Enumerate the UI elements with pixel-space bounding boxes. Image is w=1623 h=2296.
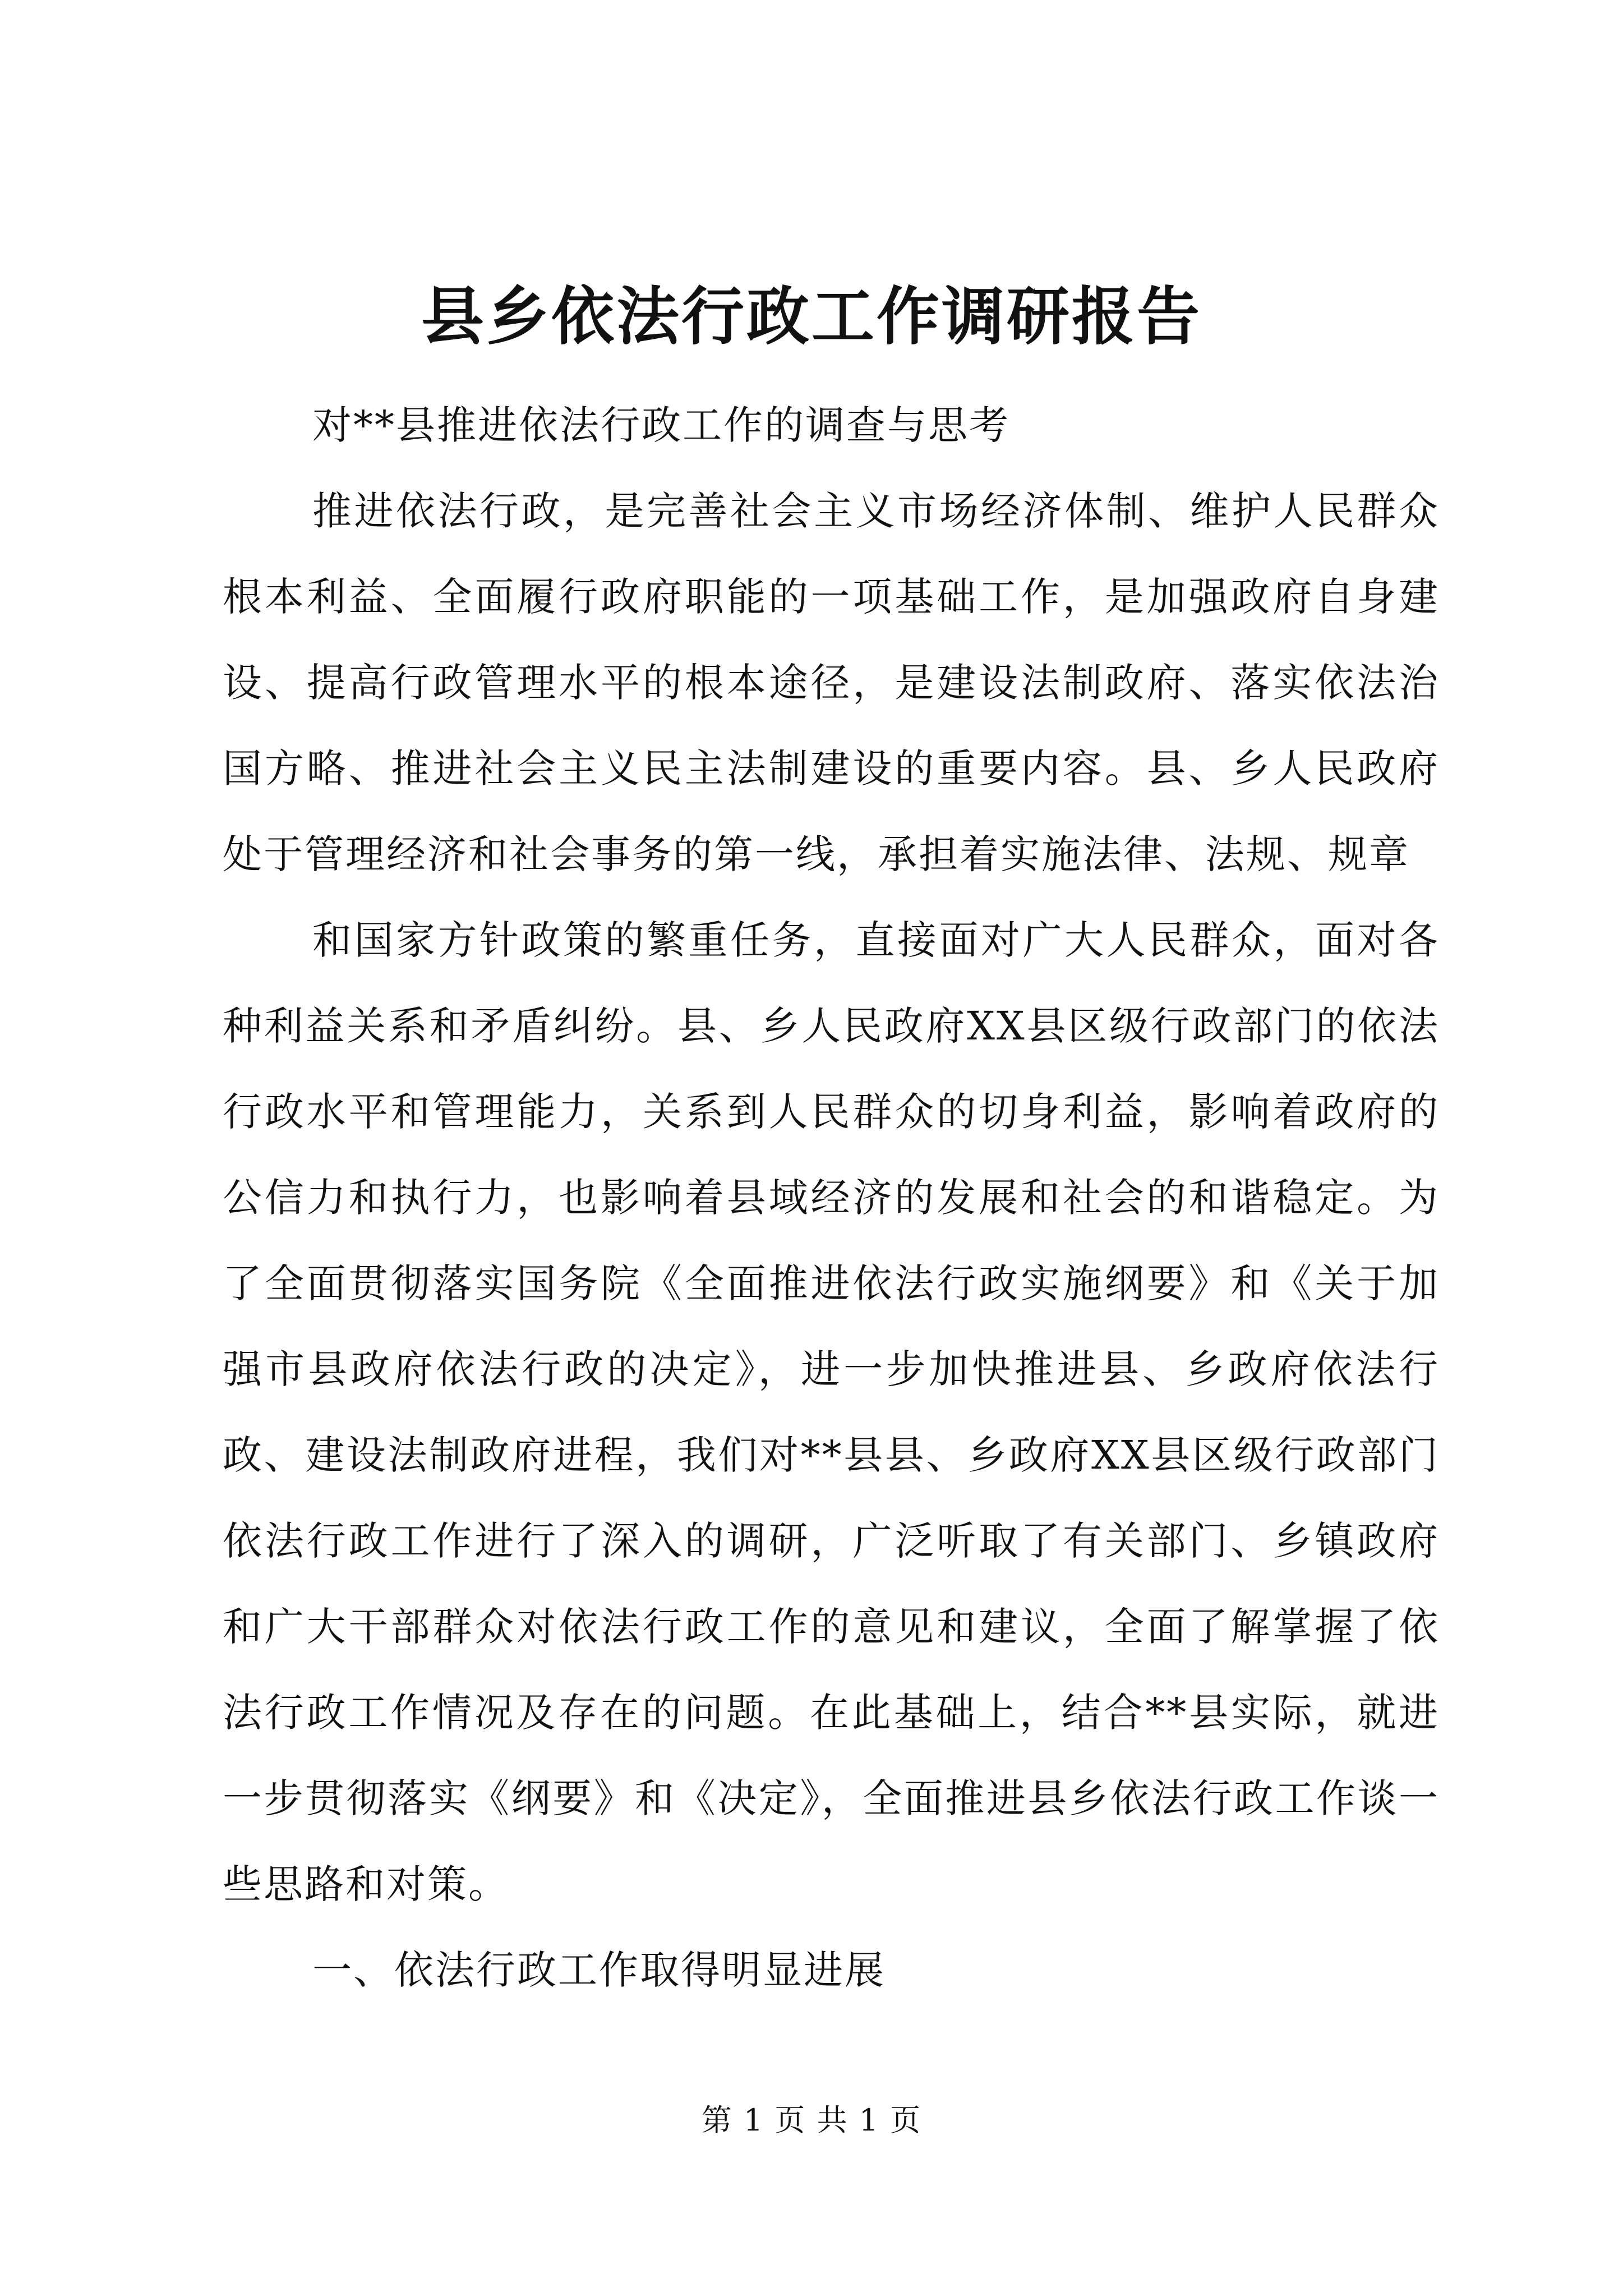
page-footer: 第 1 页 共 1 页 — [701, 2102, 922, 2138]
section-heading: 一、依法行政工作取得明显进展 — [312, 1947, 886, 1993]
document-title: 县乡依法行政工作调研报告 — [421, 280, 1202, 353]
document-body — [223, 383, 1440, 2013]
intro-paragraph: 推进依法行政，是完善社会主义市场经济体制、维护人民群众根本利益、全面履行政府职能的一项基础工作，是加强政府自身建设、提高行政管理水平的根本途径，是建设法制政府、落实依法治国方略、推进社会主义民主法制建设的重要内容。县、乡人民政府处于管理经济和社会事务的第一线，承担着实施法律、法规、规章 — [223, 488, 1440, 877]
body-paragraph: 和国家方针政策的繁重任务，直接面对广大人民群众，面对各种利益关系和矛盾纠纷。县、乡人民政府XX县区级行政部门的依法行政水平和管理能力，关系到人民群众的切身利益，影响着政府的公信力和执行力，也影响着县域经济的发展和社会的和谐稳定。为了全面贯彻落实国务院《全面推进依法行政实施纲要》和《关于加强市县政府依法行政的决定》，进一步加快推进县、乡政府依法行政、建设法制政府进程，我们对**县县、乡政府XX县区级行政部门依法行政工作进行了深入的调研，广泛听取了有关部门、乡镇政府和广大干部群众对依法行政工作的意见和建议，全面了解掌握了依法行政工作情况及存在的问题。在此基础上，结合**县实际，就进一步贯彻落实《纲要》和《决定》，全面推进县乡依法行政工作谈一些思路和对策。 — [223, 917, 1440, 1907]
subtitle-paragraph: 对**县推进依法行政工作的调查与思考 — [312, 402, 1010, 448]
